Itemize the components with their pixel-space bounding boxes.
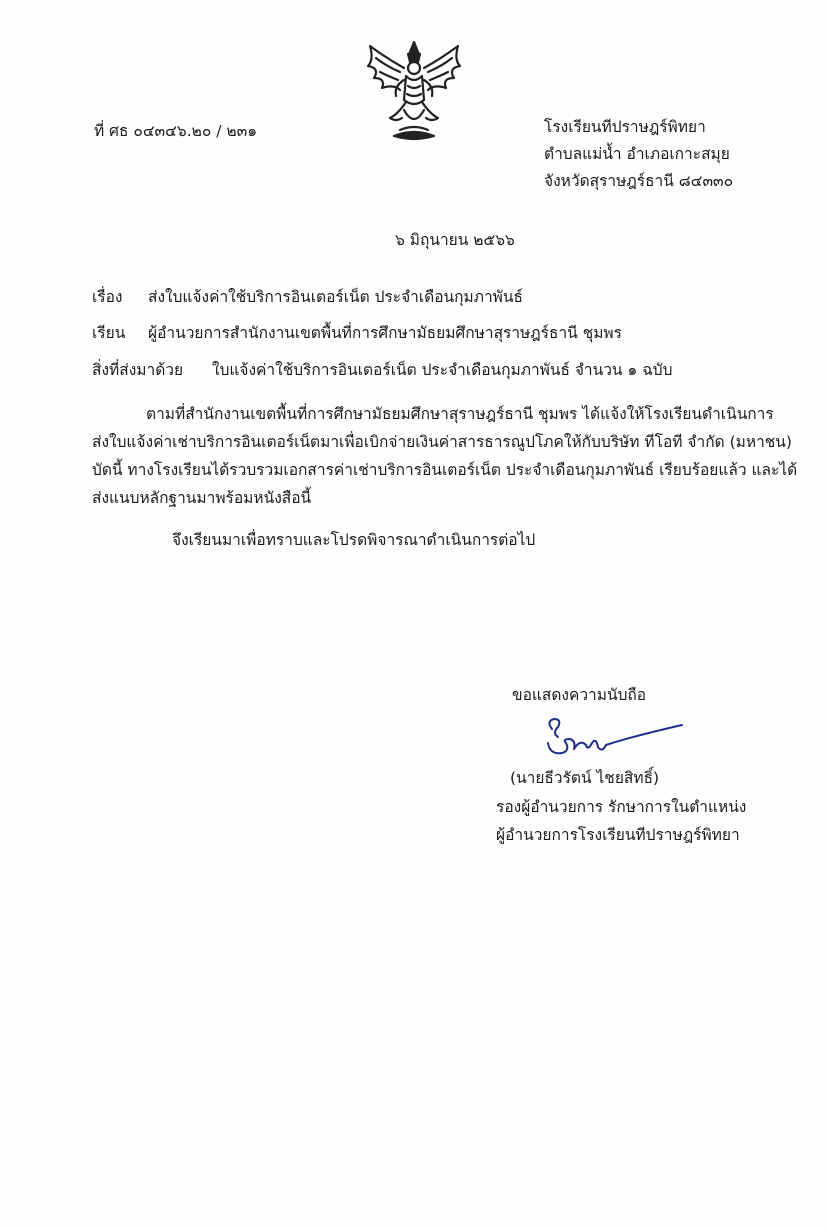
body-line: บัดนี้ ทางโรงเรียนได้รวบรวมเอกสารค่าเช่าบริการอินเตอร์เน็ต ประจำเดือนกุมภาพันธ์ เรียบร้อยแล้ว และได้ (92, 461, 798, 479)
body-line: ตามที่สำนักงานเขตพื้นที่การศึกษามัธยมศึกษาสุราษฎร์ธานี ชุมพร ได้แจ้งให้โรงเรียนดำเนินการ (146, 405, 774, 423)
recipient-label: เรียน (92, 324, 126, 342)
sender-address-line1: ตำบลแม่น้ำ อำเภอเกาะสมุย (544, 145, 730, 163)
reference-number: ที่ ศธ ๐๔๓๔๖.๒๐ / ๒๓๑ (94, 122, 258, 140)
recipient-text: ผู้อำนวยการสำนักงานเขตพื้นที่การศึกษามัธยมศึกษาสุราษฎร์ธานี ชุมพร (148, 324, 622, 342)
subject-text: ส่งใบแจ้งค่าใช้บริการอินเตอร์เน็ต ประจำเดือนกุมภาพันธ์ (148, 288, 523, 306)
signatory-position-line2: ผู้อำนวยการโรงเรียนทีปราษฎร์พิทยา (496, 826, 740, 844)
garuda-emblem-icon (360, 38, 468, 146)
body-line: ส่งใบแจ้งค่าเช่าบริการอินเตอร์เน็ตมาเพื่อเบิกจ่ายเงินค่าสารธารณูปโภคให้กับบริษัท ทีโอที จำกัด (มหาชน) (92, 433, 792, 451)
signature-icon (540, 715, 690, 765)
subject-label: เรื่อง (92, 288, 123, 306)
document-date: ๖ มิถุนายน ๒๕๖๖ (395, 231, 515, 249)
closing-request: จึงเรียนมาเพื่อทราบและโปรดพิจารณาดำเนินการต่อไป (172, 531, 536, 549)
sender-name: โรงเรียนทีปราษฎร์พิทยา (544, 118, 706, 136)
enclosure-text: ใบแจ้งค่าใช้บริการอินเตอร์เน็ต ประจำเดือนกุมภาพันธ์ จำนวน ๑ ฉบับ (212, 361, 673, 379)
enclosure-label: สิ่งที่ส่งมาด้วย (92, 361, 184, 379)
body-line: ส่งแนบหลักฐานมาพร้อมหนังสือนี้ (92, 489, 312, 507)
signatory-name: (นายธีวรัตน์ ไชยสิทธิ์) (510, 769, 660, 787)
sender-address-line2: จังหวัดสุราษฎร์ธานี ๘๔๓๓๐ (544, 172, 734, 190)
salutation: ขอแสดงความนับถือ (512, 686, 647, 704)
signatory-position-line1: รองผู้อำนวยการ รักษาการในตำแหน่ง (496, 798, 747, 816)
